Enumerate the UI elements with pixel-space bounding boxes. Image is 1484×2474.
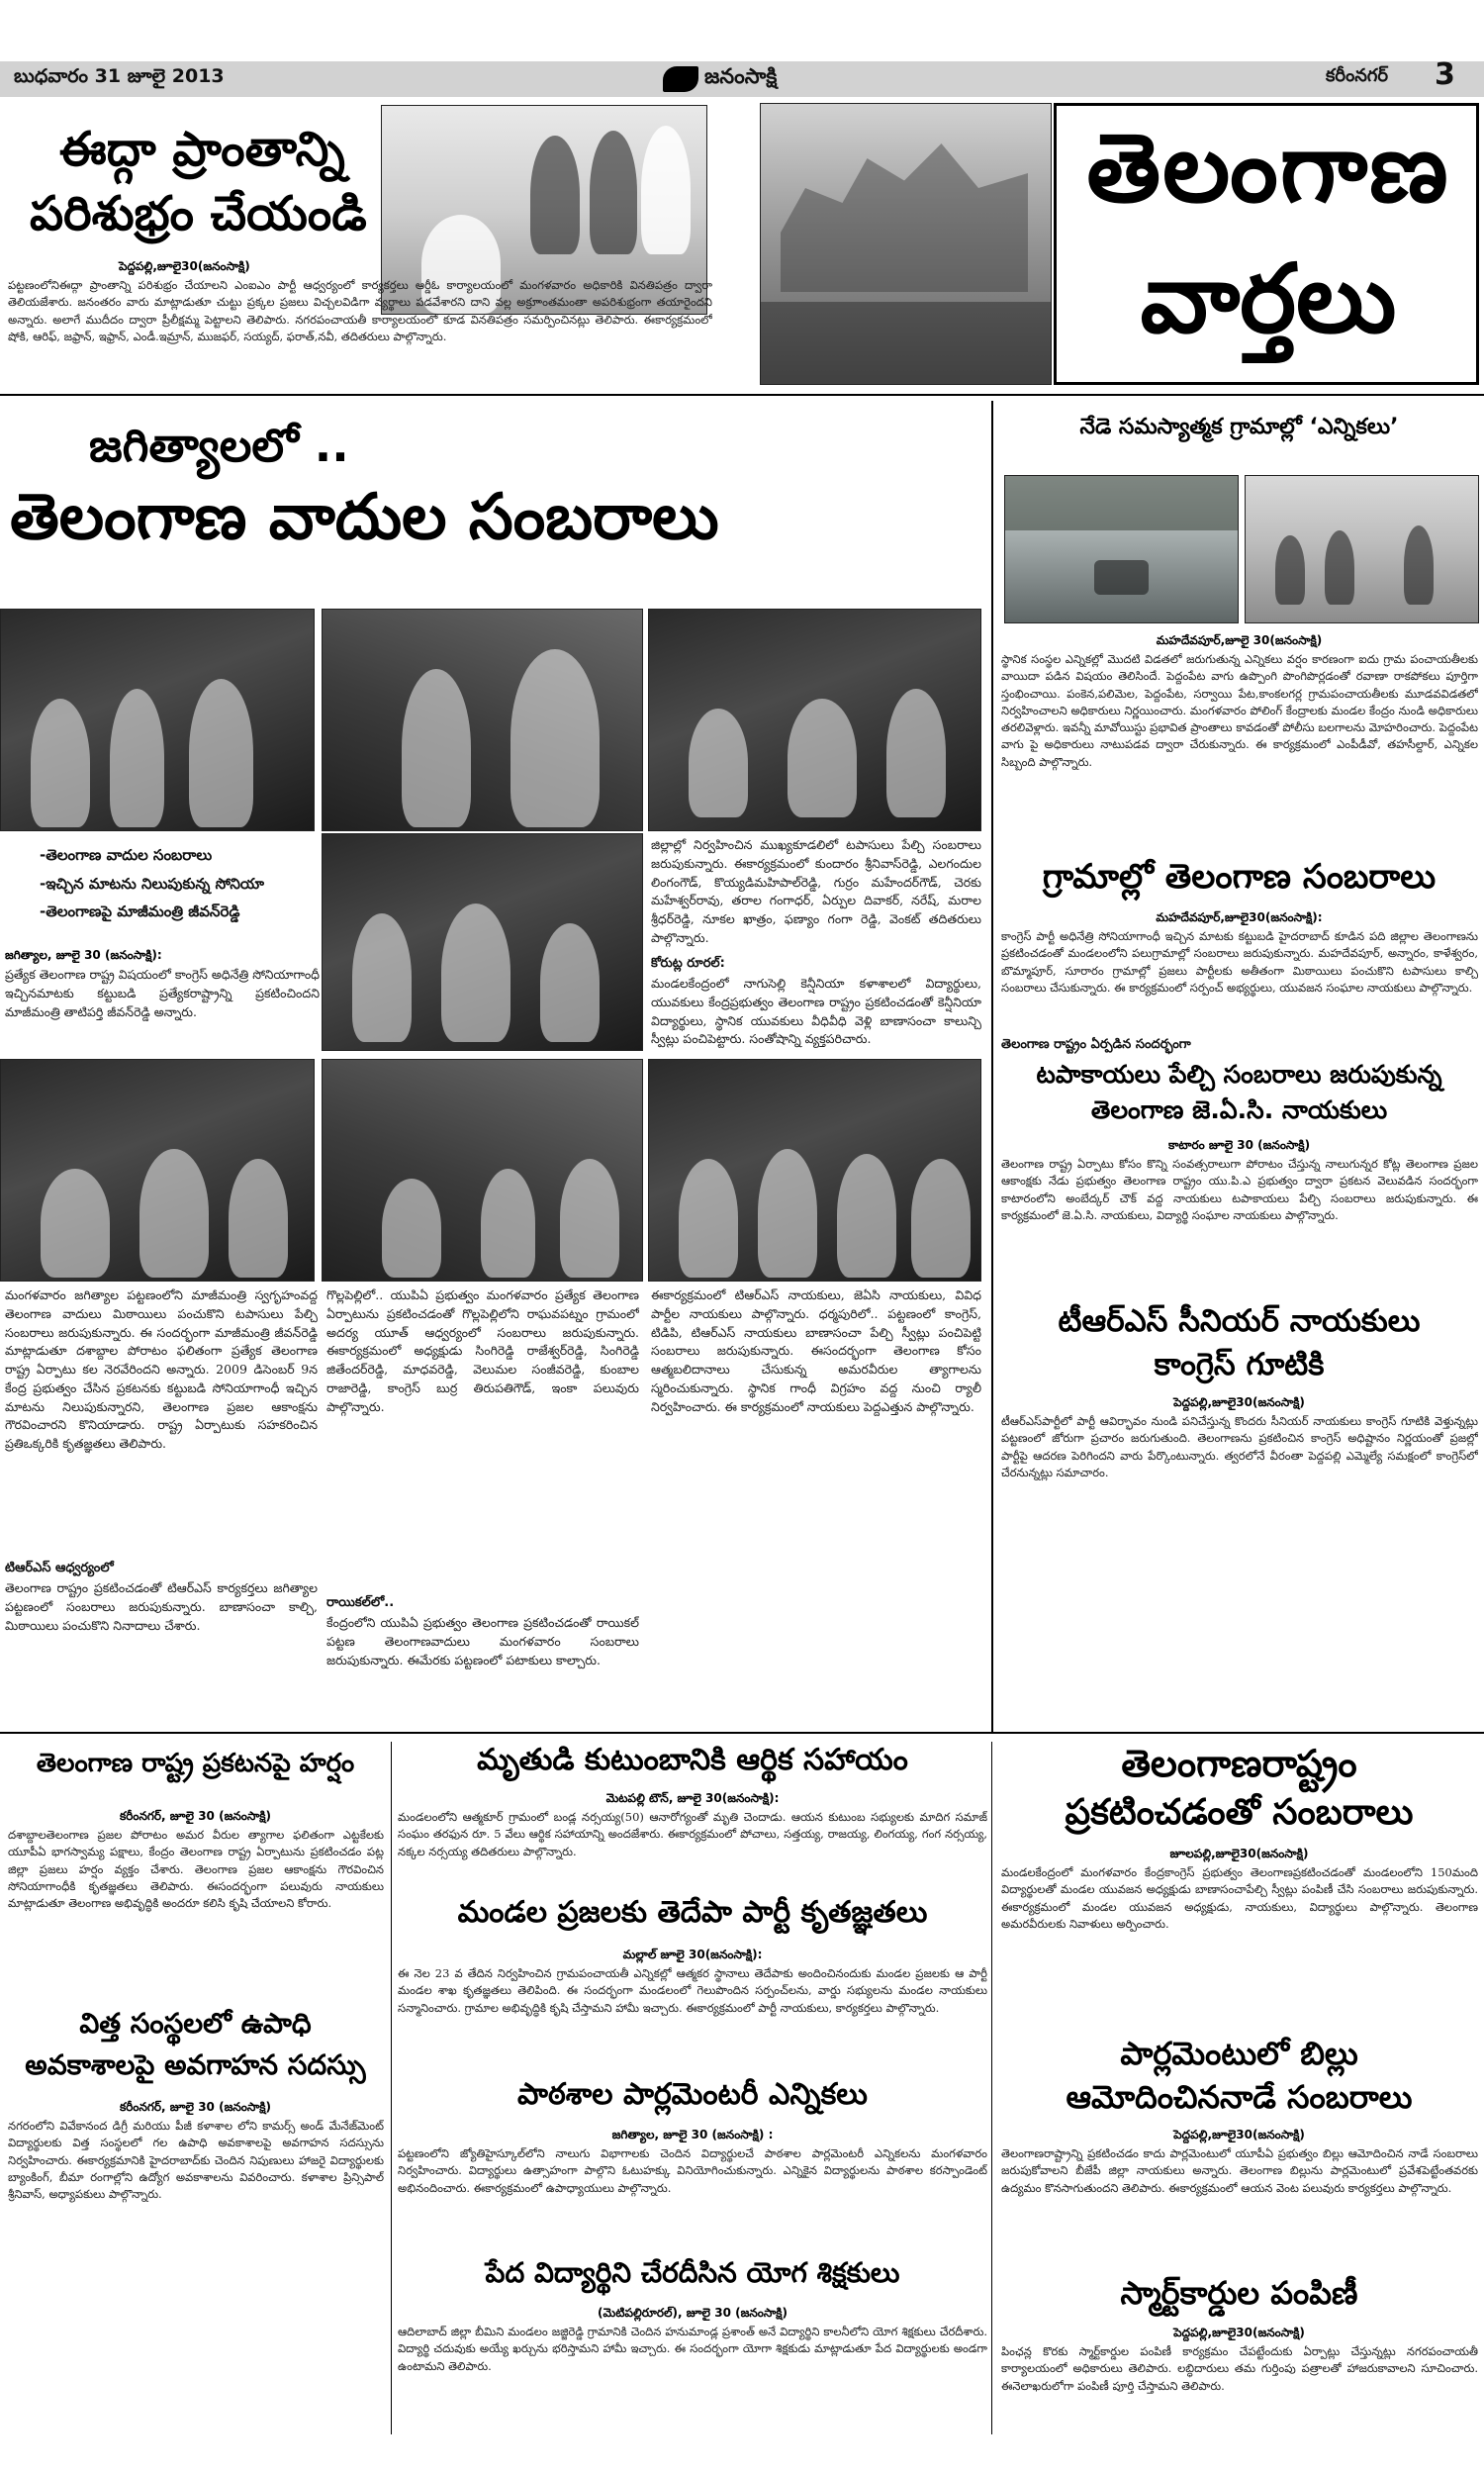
highlight-1: -తెలంగాణ వాదుల సంబరాలు [40,846,213,864]
page-number: 3 [1435,57,1455,92]
celebration-photo-4 [322,833,643,1051]
villages-body: కాంగ్రెస్ పార్టీ అధినేత్రి సోనియాగాంధీ ఇచ్చిన మాటకు కట్టుబడి హైదరాబాద్ కూడిన పది జిల్లాల తెలంగాణను ప్రకటించడంతో మండలంలోని పలుగ్రామాల్లో సంబరాలు జరుపుకున్నారు. మహదేవపూర్, అన్నారం, కాళేశ్వరం, బొమ్మాపూర్, సూరారం గ్రామాల్లో ప్రజలు పార్టీలకు అతీతంగా మిఠాయిలు పంచుకొని టపాసులు కాల్చి సంబరాలు చేసుకున్నారు. ఈ కార్యక్రమంలో సర్పంచ్ అభ్యర్థులు, యువజన సంఘాల నాయకులు పాల్గొన్నారు. [1001,929,1478,995]
jagitial-right-bottom: ఈకార్యక్రమంలో టిఆర్‌ఎస్ నాయకులు, జెఏసి నాయకులు, వివిధ పార్టీల నాయకులు పాల్గొన్నారు. ధర్మపురిలో.. పట్టణంలో కాంగ్రెస్, టిడిపి, టిఆర్‌ఎస్ నాయకులు బాణాసంచా పేల్చి స్వీట్లు పంచిపెట్టి సంబరాలు జరుపుకున్నారు. ఈసందర్భంగా తెలంగాణ కోసం ఆత్మబలిదానాలు చేసుకున్న అమరవీరుల త్యాగాలను స్మరించుకున్నారు. స్థానిక గాంధీ విగ్రహం వద్ద నుంచి ర్యాలీ నిర్వహించారు. ఈ కార్యక్రమంలో నాయకులు పెద్దఎత్తున పాల్గొన్నారు. [651,1287,981,1414]
jac-headline-2: తెలంగాణ జె.ఏ.సి. నాయకులు [1090,1095,1388,1124]
school-headline: పాఠశాల పార్లమెంటరీ ఎన్నికలు [517,2077,868,2112]
aid-dateline: మెటపల్లి టౌన్, జూలై 30(జనంసాక్షి): [605,1791,780,1805]
celebration-photo-3 [648,609,981,831]
school-body: పట్టణంలోని జ్యోతిహైస్కూల్‌లోని నాలుగు విభాగాలకు చెందిన విద్యార్థులచే పాఠశాల పార్లమెంటరీ ఎన్నికలను మంగళవారం నిర్వహించారు. విద్యార్థులు ఉత్సాహంగా పాల్గొని ఓటుహక్కు వినియోగించుకున్నారు. ఎన్నికైన విద్యార్థులను పాఠశాల కరస్పాండెంట్ అభినందించారు. ఈకార్యక్రమంలో ఉపాధ్యాయులు పాల్గొన్నారు. [398,2146,987,2195]
smartcards-dateline: పెద్దపల్లి,జూలై30(జనంసాక్షి) [1173,2326,1305,2339]
eidgah-body: పట్టణంలోనిఈద్గా ప్రాంతాన్ని పరిశుభ్రం చేయాలని ఎంఐఎం పార్టీ ఆధ్వర్యంలో కార్యకర్తలు ఆర్డీఓ కార్యాలయంలో మంగళవారం అధికారికి వినతిపత్రం ద్వారా తెలియజేశారు. జనంతరం వారు మాట్లాడుతూ చుట్టు ప్రక్కల ప్రజలు విచ్చలవిడిగా వ్యర్థాలు పడవేశారని దాని వల్ల అక్రూాంతమంతా అపరిశుభ్రంగా తయారైందని అన్నారు. అలాగే ముదీదం ద్వారా ప్రీలీక్షమ్మ పెట్టాలని తెలిపారు. నగరపంచాయతీ కార్యాలయంలో కూడ వినతిపత్రం సమర్పించినట్లు తెలిపారు. ఈకార్యక్రమంలో షోకి, ఆరిఫ్, జఫ్రాన్, ఇఫ్రాన్, ఎండీ.ఇమ్రాన్, ముజఫర్, సయ్యద్, ఫరాత్,నవీ, తదితరులు పాల్గొన్నారు. [8,278,712,343]
banner-line-1: తెలంగాణ [1086,113,1450,224]
declared-joy-body: మండలకేంద్రంలో మంగళవారం కేంద్రకాంగ్రెస్ ప్రభుత్వం తెలంగాణప్రకటించడంతో మండలంలోని 150మంది విద్యార్థులతో మండల యువజన అధ్యక్షుడు బాణాసంచాపేల్చి స్వీట్లు పంపిణీ చేసి సంబరాలు జరుపుకున్నారు. ఈకార్యక్రమంలో మండల యువజన అధ్యక్షుడు, నాయకులు, విద్యార్థులు పాల్గొన్నారు. తెలంగాణ అమరవీరులకు నివాళులు అర్పించారు. [1001,1865,1478,1931]
unanimous-dateline: మహదేవపూర్,జూలై 30(జనంసాక్షి) [1156,633,1323,647]
banner-line-2: వార్తలు [1140,243,1397,354]
parliament-headline-2: ఆమోదించిననాడే సంబరాలు [1066,2078,1413,2116]
state-joy-dateline: కరీంనగర్, జూలై 30 (జనంసాక్షి) [120,1809,271,1823]
jagitial-dateline: జగిత్యాల, జూలై 30 (జనంసాక్షి): [5,948,162,962]
finance-headline-2: అవకాశాలపై అవగాహన సదస్సు [25,2048,366,2081]
yoga-body: ఆదిలాబాద్ జిల్లా బీమిని మండలం జజ్జిరెడ్డి గ్రామానికి చెందిన హనుమాండ్ల ప్రశాంత్ అనే విద్యార్థిని కాలనీలోని యోగ శిక్షకులు చేరదీశారు. విద్యార్థి చదువుకు అయ్యే ఖర్చును భరిస్తామని హామీ ఇచ్చారు. ఈ సందర్భంగా యోగా శిక్షకుడు మాట్లాడుతూ పేద విద్యార్థులకు అండగా ఉంటామని తెలిపారు. [398,2325,987,2373]
jac-body: తెలంగాణ రాష్ట్ర ఏర్పాటు కోసం కొన్ని సంవత్సరాలుగా పోరాటం చేస్తున్న నాలుగున్నర కోట్ల తెలంగాణ ప్రజల ఆకాంక్షకు నేడు ప్రభుత్వం తెలంగాణ రాష్ట్రం యు.పి.ఎ ప్రభుత్వం ద్వారా ప్రకటన వెలువడిన సందర్భంగా కాటారంలోని అంబేద్కర్ చౌక్ వద్ద నాయకులు టపాకాయలు పేల్చి సంబరాలు జరుపుకున్నారు. ఈ కార్యక్రమంలో జె.ఏ.సి. నాయకులు, విద్యార్థి సంఘాల నాయకులు పాల్గొన్నారు. [1001,1157,1478,1222]
celebration-photo-6 [322,1059,643,1282]
jac-headline-1: టపాకాయలు పేల్చి సంబరాలు జరుపుకున్న [1036,1060,1442,1089]
lower-left-rule [391,1742,392,2434]
tdp-headline: మండల ప్రజలకు తెదేపా పార్టీ కృతజ్ఞతలు [457,1895,928,1930]
villages-tag: తెలంగాణ రాష్ట్రం ఏర్పడిన సందర్భంగా [1001,1037,1191,1052]
eidgah-headline-1: ఈద్గా ప్రాంతాన్ని [59,122,345,177]
masthead-date: బుధవారం 31 జూలై 2013 [14,65,225,87]
smartcards-headline: స్మార్ట్‌కార్డుల పంపిణీ [1120,2274,1358,2312]
lower-section-rule [0,1732,1484,1734]
smartcards-body: పింఛన్ల కొరకు స్మార్ట్‌కార్డుల పంపిణీ కార్యక్రమం చేపట్టేందుకు ఏర్పాట్లు చేస్తున్నట్లు నగరపంచాయతీ కార్యాలయంలో అధికారులు తెలిపారు. లబ్ధిదారులు తమ గుర్తింపు పత్రాలతో హాజరుకావాలని సూచించారు. ఈనెలాఖరులోగా పంపిణీ పూర్తి చేస్తామని తెలిపారు. [1001,2344,1478,2393]
villages-dateline: మహదేవపూర్,జూలై30(జనంసాక్షి): [1156,910,1323,924]
jac-dateline: కాటారం జూలై 30 (జనంసాక్షి) [1167,1138,1311,1152]
lower-right-rule [991,1742,992,2434]
jagitial-headline: తెలంగాణ వాదుల సంబరాలు [10,481,719,554]
fort-photo [760,103,1052,385]
jagitial-kicker: జగిత్యాలలో .. [89,419,349,472]
village-photo [1245,475,1479,623]
jagitial-left-sub-body: తెలంగాణ రాష్ట్రం ప్రకటించడంతో టిఆర్‌ఎస్ కార్యకర్తలు జగిత్యాల పట్టణంలో సంబరాలు జరుపుకున్నారు. బాణాసంచా కాల్చి, మిఠాయిలు పంచుకొని నినాదాలు చేశారు. [5,1580,318,1633]
celebration-photo-7 [648,1059,981,1282]
declared-joy-headline-1: తెలంగాణరాష్ట్రం [1121,1742,1357,1785]
jagitial-mid-bottom: గొల్లపెల్లిలో.. యుపిఏ ప్రభుత్వం మంగళవారం ప్రత్యేక తెలంగాణ ఏర్పాటును ప్రకటించడంతో గొల్లపెల్లిలోని రాఘవపట్నం గ్రామంలో అదర్య యూత్ ఆధ్వర్యంలో సంబరాలు జరుపుకున్నారు. ఈకార్యక్రమంలో అధ్యక్షుడు సింగిరెడ్డి రాజేశ్వర్‌రెడ్డి, సింగిరెడ్డి జితేందర్‌రెడ్డి, మాధవరెడ్డి, వెలుమల సంజీవరెడ్డి, కుంబాల రాజారెడ్డి, కాంగ్రెస్ బుర్ర తిరుపతిగౌడ్, ఇంకా పలువురు పాల్గొన్నారు. [326,1287,639,1414]
jagitial-left-bottom: మంగళవారం జగిత్యాల పట్టణంలోని మాజీమంత్రి స్వగృహంవద్ద తెలంగాణ వాదులు మిఠాయిలు పంచుకొని టపాసులు పేల్చి సంబరాలు జరుపుకున్నారు. ఈ సందర్భంగా మాజీమంత్రి జీవన్‌రెడ్డి మాట్లాడుతూ దశాబ్దాల పోరాటం ఫలితంగా ప్రత్యేక తెలంగాణ రాష్ట్ర ఏర్పాటు కల నెరవేరిందని అన్నారు. 2009 డిసెంబర్ 9న కేంద్ర ప్రభుత్వం చేసిన ప్రకటనకు కట్టుబడి సోనియాగాంధీ ఇచ్చిన మాటను నిలుపుకున్నారని, తెలంగాణ ప్రజల ఆకాంక్షను గౌరవించారని కొనియాడారు. రాష్ట్ర ఏర్పాటుకు సహకరించిన ప్రతిఒక్కరికి కృతజ్ఞతలు తెలిపారు. [5,1287,318,1451]
finance-headline-1: విత్త సంస్థలలో ఉపాధి [79,2007,312,2040]
parliament-dateline: పెద్దపల్లి,జూలై30(జనంసాక్షి) [1173,2128,1305,2141]
yoga-headline: పేద విద్యార్థిని చేరదీసిన యోగ శిక్షకులు [485,2256,900,2289]
eidgah-dateline: పెద్దపల్లి,జూలై30(జనంసాక్షి) [119,259,250,273]
finance-body: నగరంలోని వివేకానంద డిగ్రీ మరియు పీజీ కళాశాల లోని కామర్స్ అండ్ మేనేజ్‌మెంట్ విద్యార్థులకు విత్త సంస్థలలో గల ఉపాధి అవకాశాలపై అవగాహన సదస్సును నిర్వహించారు. ఈకార్యక్రమానికి హైదరాబాద్‌కు చెందిన నిపుణులు హాజరై విద్యార్థులకు బ్యాంకింగ్, బీమా రంగాల్లోని ఉద్యోగ అవకాశాలను వివరించారు. కళాశాల ప్రిన్సిపాల్ శ్రీనివాస్, అధ్యాపకులు పాల్గొన్నారు. [8,2119,384,2201]
yoga-dateline: (మెటిపల్లిరూరల్), జూలై 30 (జనంసాక్షి) [598,2306,788,2320]
paper-logo-icon [663,66,698,92]
villages-headline: గ్రామాల్లో తెలంగాణ సంబరాలు [1042,857,1437,897]
celebration-photo-1 [0,609,315,831]
celebration-photo-2 [322,609,643,831]
jagitial-lead: ప్రత్యేక తెలంగాణ రాష్ట్ర విషయంలో కాంగ్రెస్ అధినేత్రి సోనియాగాంధీ ఇచ్చినమాటకు కట్టుబడి ప్రత్యేకరాష్ట్రాన్ని ప్రకటించిందని మాజీమంత్రి తాటిపర్తి జీవన్‌రెడ్డి అన్నారు. [5,967,320,1019]
highlight-3: -తెలంగాణపై మాజీమంత్రి జీవన్‌రెడ్డి [40,903,240,920]
tdp-body: ఈ నెల 23 వ తేదిన నిర్వహించిన గ్రామపంచాయతీ ఎన్నికల్లో ఆత్మకర స్థానాలు తెదేపాకు అందించినందుకు మండల ప్రజలకు ఆ పార్టీ మండల శాఖ కృతజ్ఞతలు తెలిపింది. ఈ సందర్భంగా మండలంలో గెలుపొందిన సర్పంచ్‌లను, వార్డు సభ్యులను మండల నాయకులు సన్మానించారు. గ్రామాల అభివృద్ధికి కృషి చేస్తామని హామీ ఇచ్చారు. ఈకార్యక్రమంలో పార్టీ నాయకులు, కార్యకర్తలు పాల్గొన్నారు. [398,1966,987,2015]
declared-joy-headline-2: ప్రకటించడంతో సంబరాలు [1065,1792,1414,1833]
jagitial-highlights [40,841,326,926]
jagitial-mid-sub: కోరుట్ల రూరల్: [651,956,725,971]
trs-headline-2: కాంగ్రెస్ గూటికి [1154,1347,1325,1382]
celebration-photo-5 [0,1059,315,1282]
state-joy-body: దశాబ్దాలతెలంగాణ ప్రజల పోరాటం అమర వీరుల త్యాగాల ఫలితంగా ఎట్టకేలకు యూపీఏ భాగస్వామ్య పక్షాలు, కేంద్రం తెలంగాణ రాష్ట్ర ఏర్పాటును ప్రకటించడం పట్ల జిల్లా ప్రజలు హర్షం వ్యక్తం చేశారు. తెలంగాణ ప్రజల ఆకాంక్షను గౌరవించిన సోనియాగాంధీకి కృతజ్ఞతలు తెలిపారు. ఈసందర్భంగా పలువురు నాయకులు మాట్లాడుతూ తెలంగాణ అభివృద్ధికి అందరూ కలిసి కృషి చేయాలని కోరారు. [8,1828,384,1910]
unanimous-body: స్థానిక సంస్థల ఎన్నికల్లో మొదటి విడతలో జరుగుతున్న ఎన్నికలు వర్షం కారణంగా ఐదు గ్రామ పంచాయతీలకు వాయిదా పడిన విషయం తెలిసిందే. పెద్దంపేట వాగు ఉప్పొంగి పొంగిపొర్లడంతో రవాణా రాకపోకలు పూర్తిగా స్తంభించాయి. పంకెన,పలిమెల, పెద్దంపేట, సర్వాయి పేట,కాంకలగర్ల గ్రామపంచాయతీలకు మూడవవిడతలో నిర్వహించాలని అధికారులు నిర్ణయించారు. మంగళవారం పోలింగ్ కేంద్రాలకు మండల కేంద్రం నుండి అధికారులు తరలివెళ్లారు. ఇవన్నీ మావోయిస్టు ప్రభావిత ప్రాంతాలు కావడంతో పోలీసు బలగాలను మోహరించారు. పెద్దంపేట వాగు పై అధికారులు నాటుపడవ ద్వారా చేరుకున్నారు. ఈ కార్యక్రమంలో ఎంపీడీవో, తహసీల్దార్, ఎన్నికల సిబ్బంది పాల్గొన్నారు. [1001,652,1478,769]
right-column-rule [991,401,993,1732]
school-dateline: జగిత్యాల, జూలై 30 (జనంసాక్షి) : [611,2128,774,2141]
jagitial-mid-sub2-body: కేంద్రంలోని యుపిఏ ప్రభుత్వం తెలంగాణ ప్రకటించడంతో రాయికల్ పట్టణ తెలంగాణవాదులు మంగళవారం సంబరాలు జరుపుకున్నారు. ఈమేరకు పట్టణంలో పటాకులు కాల్చారు. [326,1615,639,1667]
trs-body: టీఆర్‌ఎస్‌పార్టీలో పార్టీ ఆవిర్భావం నుండి పనిచేస్తున్న కొందరు సీనియర్ నాయకులు కాంగ్రెస్ గూటికి వెళ్తున్నట్లు పట్టణంలో జోరుగా ప్రచారం జరుగుతుంది. తెలంగాణను ప్రకటించిన కాంగ్రెస్ అధిష్టానం నిర్ణయంతో ప్రజల్లో పార్టీపై ఆదరణ పెరిగిందని వారు పేర్కొంటున్నారు. త్వరలోనే వీరంతా పెద్దపల్లి ఎమ్మెల్యే సమక్షంలో కాంగ్రెస్‌లో చేరనున్నట్లు సమాచారం. [1001,1414,1478,1479]
finance-dateline: కరీంనగర్, జూలై 30 (జనంసాక్షి) [120,2100,271,2114]
eidgah-headline-2: పరిశుభ్రం చేయండి [30,186,367,241]
jagitial-mid-sub2: రాయికల్‌లో.. [326,1595,395,1610]
jagitial-mid-sub-body: మండలకేంద్రంలో నాగుసెల్లి కెన్షీనియా కళాశాలలో విద్యార్థులు, యువకులు కేంద్రప్రభుత్వం తెలంగాణ రాష్ట్రం ప్రకటించడంతో కెన్షీనియా విద్యార్థులు, స్థానిక యువకులు వీధివీధి వెళ్లి బాణాసంచా కాలున్చి స్వీట్లు పంచిపెట్టారు. సంతోషాన్ని వ్యక్తపరిచారు. [651,976,981,1047]
parliament-headline-1: పార్లమెంటులో బిల్లు [1120,2035,1358,2072]
parliament-body: తెలంగాణరాష్ట్రాన్ని ప్రకటించడం కాదు పార్లమెంటులో యూపీఏ ప్రభుత్వం బిల్లు ఆమోదించిన నాడే సంబరాలు జరుపుకోవాలని బీజేపీ జిల్లా నాయకులు అన్నారు. తెలంగాణ బిల్లును పార్లమెంటులో ప్రవేశపెట్టేంతవరకు ఉద్యమం కొనసాగుతుందని తెలిపారు. ఈకార్యక్రమంలో ఆయన వెంట పలువురు కార్యకర్తలు పాల్గొన్నారు. [1001,2146,1478,2195]
trs-headline-1: టీఆర్‌ఎస్ సీనియర్ నాయకులు [1058,1303,1421,1339]
unanimous-headline: నేడె సమస్యాత్మక గ్రామాల్లో ‘ఎన్నికలు’ [1079,415,1399,439]
tdp-dateline: మల్లాల్ జూలై 30(జనంసాక్షి): [622,1948,763,1961]
masthead-edition: కరీంనగర్ [1326,65,1388,86]
aid-body: మండలంలోని ఆత్మకూర్ గ్రామంలో బండ్ల నర్సయ్య(50) ఆనారోగ్యంతో మృతి చెందాడు. ఆయన కుటుంబ సభ్యులకు మాదిగ సమాజ్ సంఘం తరఫున రూ. 5 వేలు ఆర్థిక సహాయాన్ని అందజేశారు. ఈకార్యక్రమంలో పోచాలు, సత్తయ్య, రాజయ్య, లింగయ్య, గంగ నర్సయ్య, నక్కల నర్సయ్య తదితరులు పాల్గొన్నారు. [398,1810,987,1858]
paper-name: జనంసాక్షి [704,64,778,88]
jagitial-mid-top: జిల్లాల్లో నిర్వహించిన ముఖ్యకూడలిలో టపాసులు పేల్చి సంబరాలు జరుపుకున్నారు. ఈకార్యక్రమంలో కుందారం శ్రీనివాస్‌రెడ్డి, ఎలగందుల లింగంగౌడ్, కొయ్యడిమహిపాల్‌రెడ్డి, గుర్రం మహేందర్‌గౌడ్, చెరకు మహేశ్వర్‌రావు, తరాల గంగాధర్, ఏర్పుల దివాకర్, నరేష్, మరాల శ్రీధర్‌రెడ్డి, నూకల ఖాత్రం, ఫణ్యాం గంగా రెడ్డి, వెంకట్ తదితరులు పాల్గొన్నారు. [651,837,981,945]
paper-logo [663,59,821,99]
state-joy-headline: తెలంగాణ రాష్ట్ర ప్రకటనపై హర్షం [36,1749,355,1778]
top-band-rule [0,394,1484,396]
trs-dateline: పెద్దపల్లి,జూలై30(జనంసాక్షి) [1173,1395,1305,1409]
highlight-2: -ఇచ్చిన మాటను నిలుపుకున్న సోనియా [40,874,265,893]
aid-headline: మృతుడి కుటుంబానికి ఆర్థిక సహాయం [477,1743,908,1777]
jagitial-left-sub: టిఆర్‌ఎస్ ఆధ్వర్యంలో [5,1561,114,1575]
declared-joy-dateline: జూలపల్లి,జూలై30(జనంసాక్షి) [1169,1847,1309,1860]
flood-photo [1004,475,1239,623]
